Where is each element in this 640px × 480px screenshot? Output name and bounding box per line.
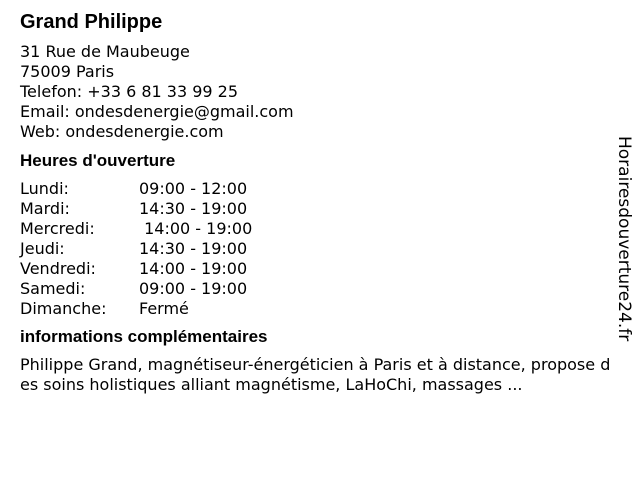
hours-row-vendredi — [20, 259, 616, 279]
hours-row-samedi — [20, 279, 616, 299]
day-label: Jeudi: — [20, 239, 65, 258]
time-range: 14:00 - 19:00 — [139, 219, 253, 238]
day-label: Vendredi: — [20, 259, 96, 278]
day-label: Mardi: — [20, 199, 70, 218]
day-label: Mercredi: — [20, 219, 95, 238]
contact-block — [20, 42, 616, 142]
time-range: 14:30 - 19:00 — [139, 239, 248, 258]
business-name: Grand Philippe — [20, 11, 163, 33]
time-range: 09:00 - 12:00 — [139, 179, 248, 198]
web-line: Web: ondesdenergie.com — [20, 122, 224, 141]
business-card — [20, 10, 616, 395]
time-range: 09:00 - 19:00 — [139, 279, 248, 298]
phone-line: Telefon: +33 6 81 33 99 25 — [20, 82, 239, 101]
email-line: Email: ondesdenergie@gmail.com — [20, 102, 294, 121]
time-range: Fermé — [139, 299, 189, 318]
day-label: Lundi: — [20, 179, 69, 198]
day-label: Dimanche: — [20, 299, 107, 318]
street-address: 31 Rue de Maubeuge — [20, 42, 190, 61]
opening-hours-title: Heures d'ouverture — [20, 151, 176, 170]
hours-row-mercredi — [20, 219, 616, 239]
additional-info-title: informations complémentaires — [20, 327, 268, 346]
city-postcode: 75009 Paris — [20, 62, 115, 81]
day-label: Samedi: — [20, 279, 86, 298]
site-watermark: Horairesdouverture24.fr — [614, 136, 634, 342]
hours-row-jeudi — [20, 239, 616, 259]
opening-hours-table — [20, 179, 616, 319]
time-range: 14:00 - 19:00 — [139, 259, 248, 278]
time-range: 14:30 - 19:00 — [139, 199, 248, 218]
description-text: Philippe Grand, magnétiseur-énergéticien à Paris et à distance, propose des soins holistiques alliant magnétisme, LaHoChi, massages ... — [20, 355, 611, 394]
hours-row-mardi — [20, 199, 616, 219]
hours-row-dimanche — [20, 299, 616, 319]
hours-row-lundi — [20, 179, 616, 199]
